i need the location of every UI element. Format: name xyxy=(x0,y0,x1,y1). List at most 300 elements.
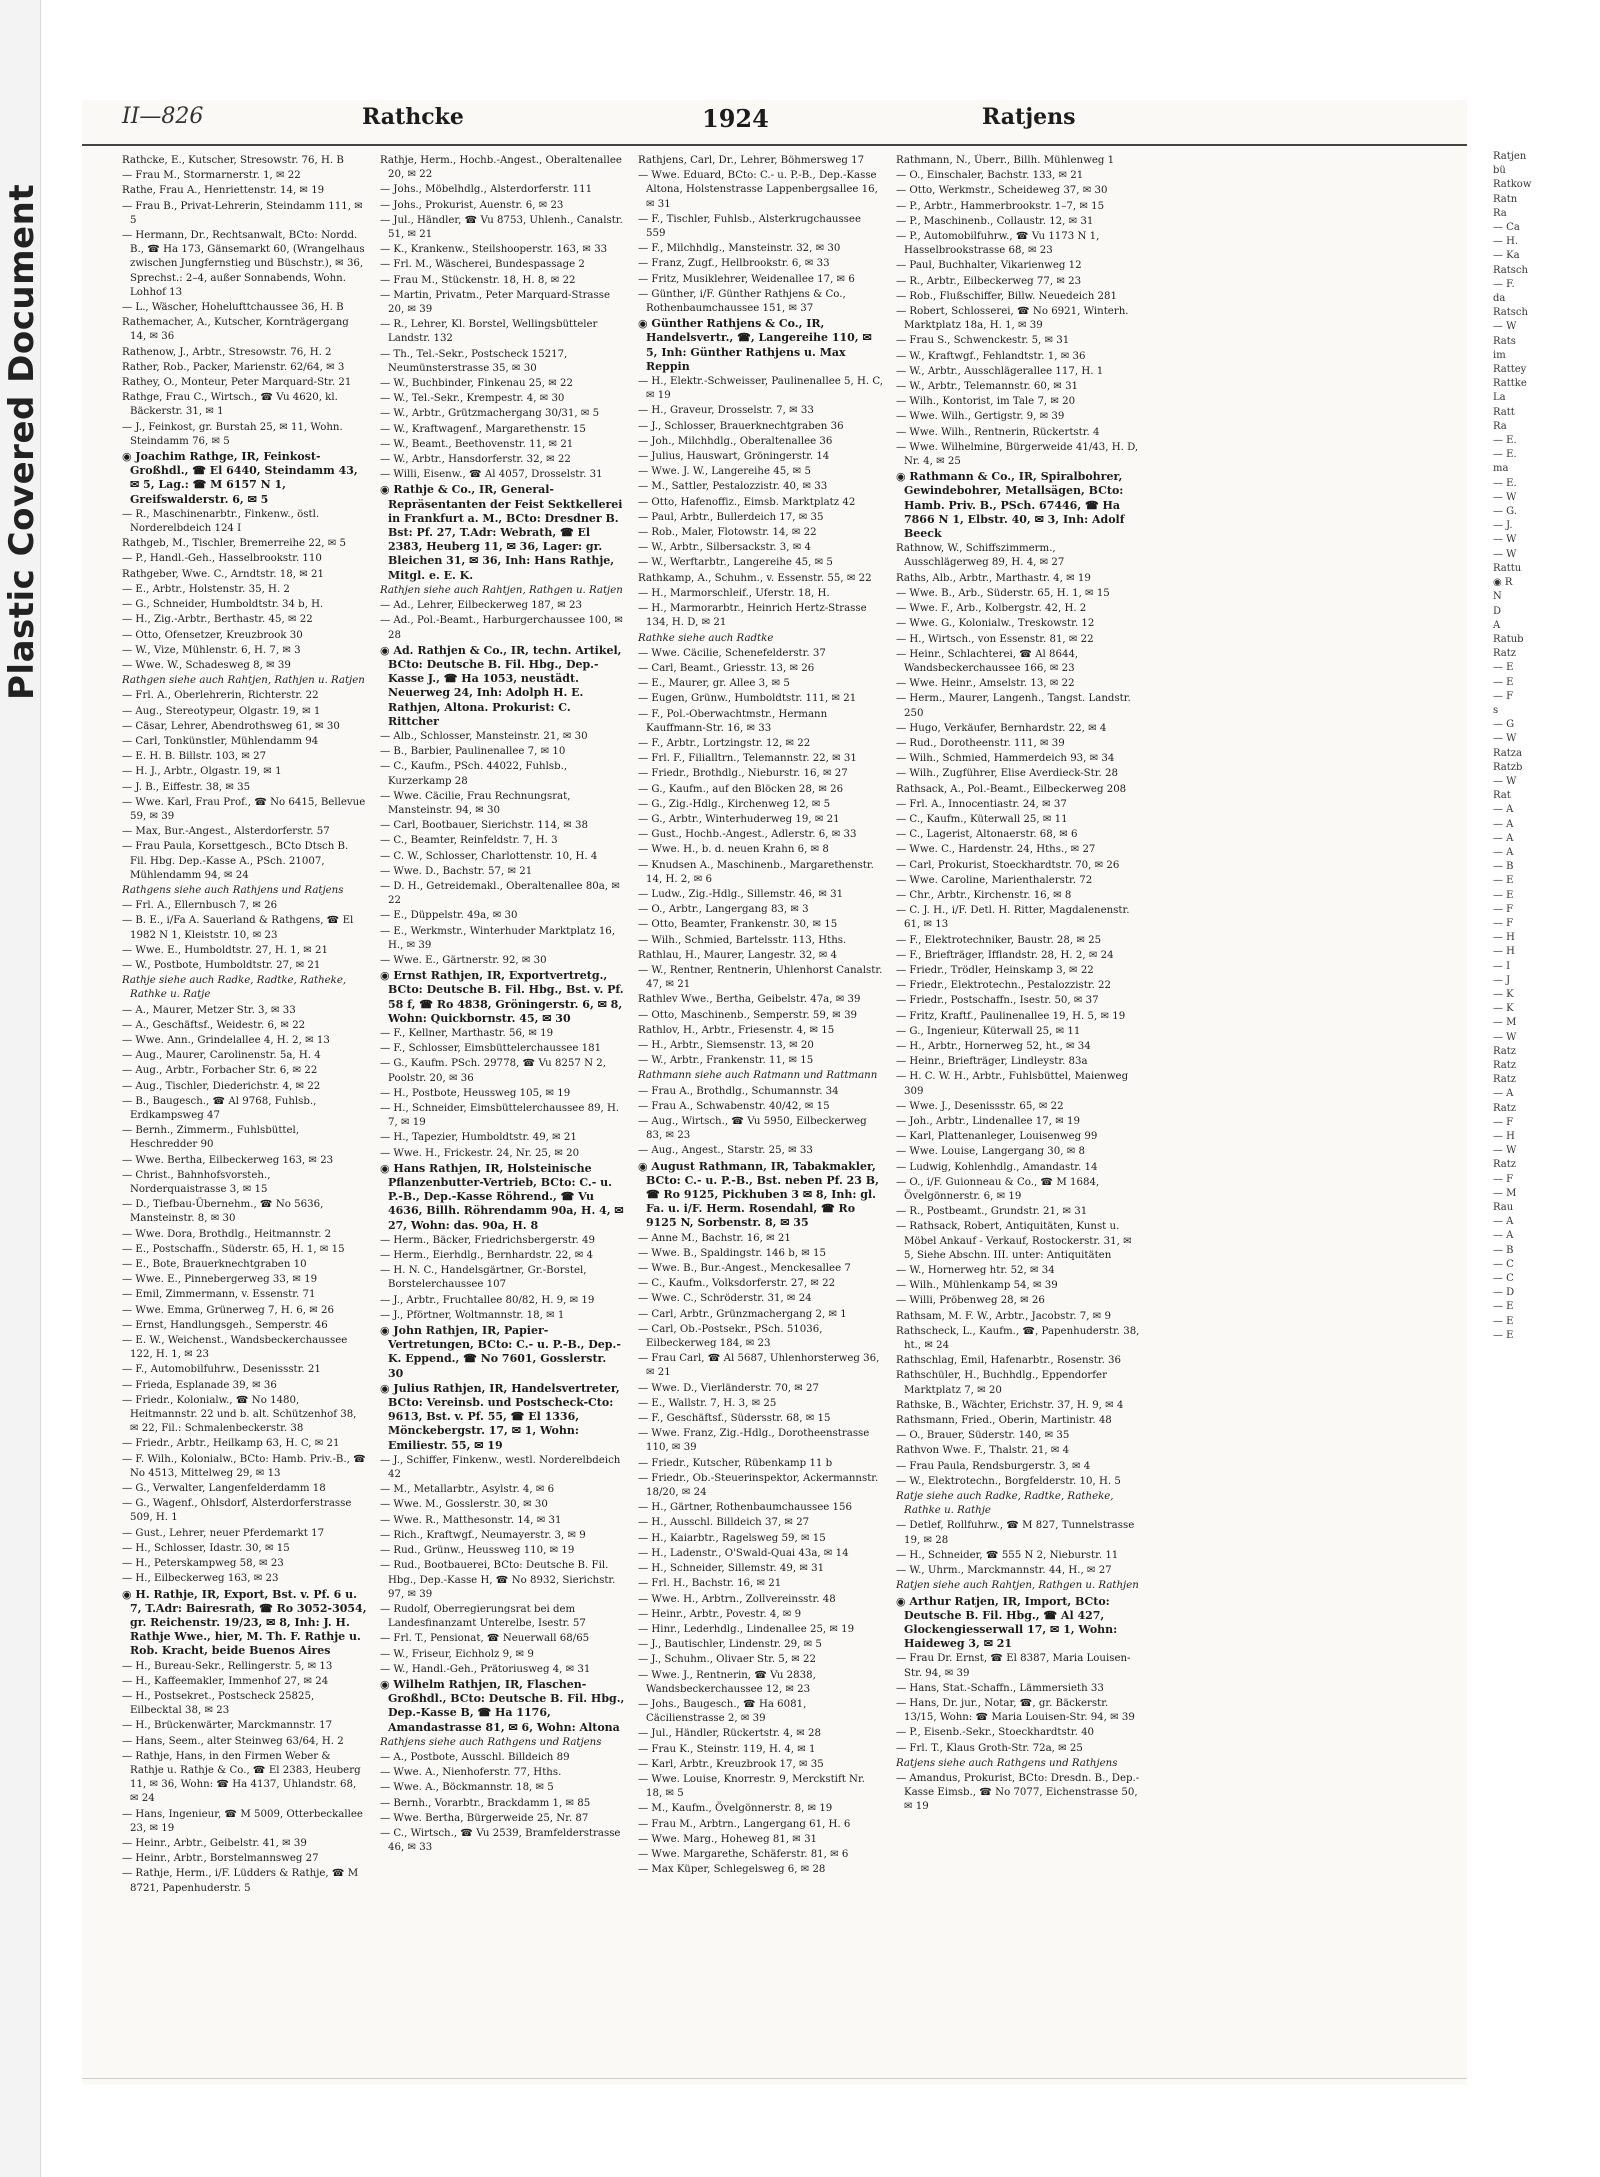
directory-entry: — Heinr., Briefträger, Lindleystr. 83a xyxy=(896,1056,1088,1068)
directory-entry: — P., Arbtr., Hammerbrookstr. 1–7, ✉ 15 xyxy=(896,200,1105,212)
directory-entry: — Frau Paula, Korsettgesch., BCto Dtsch B. Fil. Hbg. Dep.-Kasse A., PSch. 21007, Mühlendamm 94, ✉ 24 xyxy=(122,841,349,881)
directory-entry: — J. B., Eiffestr. 38, ✉ 35 xyxy=(122,781,251,793)
directory-entry: — Wwe. Karl, Frau Prof., ☎ No 6415, Bellevue 59, ✉ 39 xyxy=(122,796,366,822)
directory-entry: — Paul, Buchhalter, Vikarienweg 12 xyxy=(896,260,1082,272)
cropped-entry: — C xyxy=(1493,1258,1514,1270)
directory-entry: Rathcke, E., Kutscher, Stresowstr. 76, H. B xyxy=(122,155,344,166)
directory-entry: — Heinr., Arbtr., Povestr. 4, ✉ 9 xyxy=(638,1608,802,1620)
directory-entry: — H., Arbtr., Siemsenstr. 13, ✉ 20 xyxy=(638,1039,814,1051)
directory-entry: — M., Sattler, Pestalozzistr. 40, ✉ 33 xyxy=(638,481,828,493)
cropped-entry: ma xyxy=(1493,463,1509,475)
cropped-entry: — E xyxy=(1493,889,1514,901)
directory-entry: — Johs., Baugesch., ☎ Ha 6081, Cäcilienstrasse 2, ✉ 39 xyxy=(638,1698,807,1725)
directory-entry: Rathje, Herm., Hochb.-Angest., Oberaltenallee 20, ✉ 22 xyxy=(380,155,622,181)
cropped-entry: — E. xyxy=(1493,435,1517,447)
directory-entry: — C., Wirtsch., ☎ Vu 2539, Bramfelderstrasse 46, ✉ 33 xyxy=(380,1827,621,1854)
directory-entry: — Anne M., Bachstr. 16, ✉ 21 xyxy=(638,1232,791,1244)
directory-entry: — Wwe. Wilh., Rentnerin, Rückertstr. 4 xyxy=(896,426,1100,438)
directory-entry: — Aug., Stereotypeur, Olgastr. 19, ✉ 1 xyxy=(122,705,321,717)
directory-entry: Ratjen siehe auch Rahtjen, Rathgen u. Rathjen xyxy=(896,1580,1139,1592)
directory-entry: — Joh., Milchhdlg., Oberaltenallee 36 xyxy=(638,435,833,447)
cropped-entry: — W xyxy=(1493,733,1517,745)
directory-entry: — Fritz, Kraftf., Paulinenallee 19, H. 5, ✉ 19 xyxy=(896,1010,1126,1022)
directory-entry: — Ernst, Handlungsgeh., Semperstr. 46 xyxy=(122,1319,328,1331)
directory-entry: — H. J., Arbtr., Olgastr. 19, ✉ 1 xyxy=(122,766,282,778)
directory-entry: — H., Graveur, Drosselstr. 7, ✉ 33 xyxy=(638,405,814,417)
directory-entry: — Herm., Bäcker, Friedrichsbergerstr. 49 xyxy=(380,1234,595,1246)
directory-entry: — H., Brückenwärter, Marckmannstr. 17 xyxy=(122,1720,333,1732)
directory-entry: — Wilh., Zugführer, Elise Averdieck-Str. 28 xyxy=(896,768,1118,780)
header-year: 1924 xyxy=(702,104,769,133)
directory-entry: Rathjens siehe auch Rathgens und Ratjens xyxy=(380,1736,602,1748)
page-number: II—826 xyxy=(122,104,204,129)
plastic-cover-label: Plastic Covered Document xyxy=(2,183,42,700)
directory-entry: — F., Kellner, Marthastr. 56, ✉ 19 xyxy=(380,1027,554,1039)
directory-entry: — Ludwig, Kohlenhdlg., Amandastr. 14 xyxy=(896,1161,1098,1173)
directory-entry: — Wwe. Bertha, Eilbeckerweg 163, ✉ 23 xyxy=(122,1154,334,1166)
directory-entry: — Ad., Pol.-Beamt., Harburgerchaussee 100, ✉ 28 xyxy=(380,615,623,641)
cropped-entry: Ratt xyxy=(1493,406,1515,418)
directory-entry: — Gust., Hochb.-Angest., Adlerstr. 6, ✉ 33 xyxy=(638,829,857,841)
directory-entry: — Carl, Beamt., Griesstr. 13, ✉ 26 xyxy=(638,662,815,674)
directory-entry: — Christ., Bahnhofsvorsteh., Norderquaistrasse 3, ✉ 15 xyxy=(122,1169,271,1196)
column-1 xyxy=(122,154,367,2074)
directory-entry: — Carl, Prokurist, Stoeckhardtstr. 70, ✉ 26 xyxy=(896,859,1120,871)
directory-entry: — Wwe. B., Arb., Süderstr. 65, H. 1, ✉ 15 xyxy=(896,587,1110,599)
directory-entry: ◉ Wilhelm Rathjen, IR, Flaschen-Großhdl., BCto: Deutsche B. Fil. Hbg., Dep.-Kasse B, ☎ Ha 1176, Amandastrasse 81, ✉ 6, Wohn: Altona xyxy=(380,1677,625,1734)
directory-entry: — Friedr., Ob.-Steuerinspektor, Ackermannstr. 18/20, ✉ 24 xyxy=(638,1472,879,1499)
directory-entry: — L., Wäscher, Hohelufttchaussee 36, H. B xyxy=(122,302,344,314)
directory-entry: — Heinr., Arbtr., Geibelstr. 41, ✉ 39 xyxy=(122,1837,307,1849)
directory-entry: — Julius, Hauswart, Gröningerstr. 14 xyxy=(638,451,830,463)
directory-entry: — J., Schiffer, Finkenw., westl. Norderelbdeich 42 xyxy=(380,1454,621,1481)
directory-entry: — H., Tapezier, Humboldtstr. 49, ✉ 21 xyxy=(380,1132,577,1144)
cropped-entry: — A xyxy=(1493,1230,1514,1242)
directory-entry: Ratjens siehe auch Rathgens und Rathjens xyxy=(896,1757,1118,1769)
directory-entry: — Frl. A., Innocentiastr. 24, ✉ 37 xyxy=(896,798,1067,810)
cropped-entry: Rattey xyxy=(1493,364,1527,376)
cropped-entry: — A xyxy=(1493,846,1514,858)
cropped-entry: — M xyxy=(1493,1187,1517,1199)
directory-entry: — Rathje, Hans, in den Firmen Weber & Rathje u. Rathje & Co., ☎ El 2383, Heuberg 11, ✉ 36, Wohn: ☎ Ha 4137, Uhlandstr. 68, ✉ 24 xyxy=(122,1750,361,1805)
cropped-entry: — E. xyxy=(1493,477,1517,489)
directory-entry: — Jul., Händler, Rückertstr. 4, ✉ 28 xyxy=(638,1728,821,1740)
cropped-entry: — F xyxy=(1493,690,1514,702)
cropped-entry: Ratz xyxy=(1493,1102,1517,1114)
directory-entry: — W., Vize, Mühlenstr. 6, H. 7, ✉ 3 xyxy=(122,644,301,656)
directory-entry: — H. N. C., Handelsgärtner, Gr.-Borstel, Borstelerchaussee 107 xyxy=(380,1265,587,1291)
directory-entry: — Wilh., Mühlenkamp 54, ✉ 39 xyxy=(896,1280,1058,1292)
cropped-entry: Ratsch xyxy=(1493,264,1528,276)
cropped-entry: Ratzb xyxy=(1493,761,1523,773)
directory-entry: — J., Pförtner, Woltmannstr. 18, ✉ 1 xyxy=(380,1309,565,1321)
cropped-entry: — W xyxy=(1493,491,1517,503)
directory-entry: — Rud., Grünw., Heussweg 110, ✉ 19 xyxy=(380,1545,575,1557)
directory-entry: — H., Gärtner, Rothenbaumchaussee 156 xyxy=(638,1502,852,1514)
directory-entry: — M., Kaufm., Övelgönnerstr. 8, ✉ 19 xyxy=(638,1803,833,1815)
directory-entry: — O., Einschaler, Bachstr. 133, ✉ 21 xyxy=(896,170,1084,182)
directory-entry: — F. Wilh., Kolonialw., BCto: Hamb. Priv.-B., ☎ No 4513, Mittelweg 29, ✉ 13 xyxy=(122,1453,366,1479)
directory-entry: — Amandus, Prokurist, BCto: Dresdn. B., Dep.-Kasse Eimsb., ☎ No 7077, Eichenstrasse 50, ✉ 19 xyxy=(896,1772,1140,1813)
cropped-entry: — A xyxy=(1493,804,1514,816)
directory-entry: — K., Krankenw., Steilshooperstr. 163, ✉ 33 xyxy=(380,244,608,256)
directory-entry: — Frl. T., Pensionat, ☎ Neuerwall 68/65 xyxy=(380,1633,590,1645)
directory-entry: ◉ Rathmann & Co., IR, Spiralbohrer, Gewindebohrer, Metallsägen, BCto: Hamb. Priv. B., PSch. 67446, ☎ Ha 7866 N 1, Elbstr. 40, ✉ 3, Inh: Adolf Beeck xyxy=(896,470,1125,541)
directory-entry: — Wwe. C., Hardenstr. 24, Hths., ✉ 27 xyxy=(896,844,1096,856)
directory-entry: — Franz, Zugf., Hellbrookstr. 6, ✉ 33 xyxy=(638,258,830,270)
directory-entry: Rathe, Frau A., Henriettenstr. 14, ✉ 19 xyxy=(122,185,325,197)
directory-entry: — W., Kraftwagenf., Margarethenstr. 15 xyxy=(380,423,586,435)
directory-entry: — F., Briefträger, Ifflandstr. 28, H. 2, ✉ 24 xyxy=(896,949,1114,961)
directory-entry: — Frau B., Privat-Lehrerin, Steindamm 111, ✉ 5 xyxy=(122,200,363,226)
cropped-entry: Ratz xyxy=(1493,1060,1517,1071)
cropped-entry: im xyxy=(1493,349,1506,361)
column-4 xyxy=(896,154,1141,2074)
directory-entry: — O., i/F. Guionneau & Co., ☎ M 1684, Övelgönnerstr. 6, ✉ 19 xyxy=(896,1176,1100,1203)
directory-entry: — H., Marmorarbtr., Heinrich Hertz-Strasse 134, H. D, ✉ 21 xyxy=(638,603,867,629)
directory-entry: — Martin, Privatm., Peter Marquard-Strasse 20, ✉ 39 xyxy=(380,289,610,316)
cropped-entry: — J xyxy=(1493,974,1511,986)
directory-entry: — H., Postsekret., Postscheck 25825, Eilbecktal 38, ✉ 23 xyxy=(122,1690,315,1717)
directory-entry: — Heinr., Arbtr., Borstelmannsweg 27 xyxy=(122,1853,319,1865)
directory-entry: — D., Tiefbau-Übernehm., ☎ No 5636, Mansteinstr. 8, ✉ 30 xyxy=(122,1199,324,1225)
directory-entry: — Wwe. J., Rentnerin, ☎ Vu 2838, Wandsbeckerchaussee 12, ✉ 23 xyxy=(638,1669,816,1695)
cropped-entry: — G. xyxy=(1493,506,1517,518)
directory-entry: — Wwe. Cäcilie, Frau Rechnungsrat, Mansteinstr. 94, ✉ 30 xyxy=(380,790,571,816)
directory-entry: — P., Automobilfuhrw., ☎ Vu 1173 N 1, Hasselbrookstrasse 68, ✉ 23 xyxy=(896,231,1100,257)
directory-entry: — C., Lagerist, Altonaerstr. 68, ✉ 6 xyxy=(896,829,1078,841)
cropped-entry: — E xyxy=(1493,1301,1514,1313)
directory-entry: — G., Kaufm., auf den Blöcken 28, ✉ 26 xyxy=(638,783,844,795)
directory-entry: — Wwe. D., Vierländerstr. 70, ✉ 27 xyxy=(638,1382,820,1394)
directory-entry: — G., Zig.-Hdlg., Kirchenweg 12, ✉ 5 xyxy=(638,798,831,810)
directory-entry: — Fritz, Musiklehrer, Weidenallee 17, ✉ 6 xyxy=(638,273,855,285)
cropped-entry: — J. xyxy=(1493,520,1513,532)
directory-entry: Rathnow, W., Schiffszimmerm., Ausschlägerweg 89, H. 4, ✉ 27 xyxy=(896,543,1065,569)
cropped-entry: — Ka xyxy=(1493,250,1520,262)
directory-entry: — G., Kaufm. PSch. 29778, ☎ Vu 8257 N 2, Poolstr. 20, ✉ 36 xyxy=(380,1058,606,1084)
cropped-entry: — A xyxy=(1493,832,1514,844)
directory-entry: — W., Buchbinder, Finkenau 25, ✉ 22 xyxy=(380,378,573,390)
cropped-entry: Rattke xyxy=(1493,378,1527,390)
directory-entry: — Alb., Schlosser, Mansteinstr. 21, ✉ 30 xyxy=(380,730,588,742)
directory-entry: — Wwe. A., Böckmannstr. 18, ✉ 5 xyxy=(380,1782,554,1794)
cropped-entry: — W xyxy=(1493,548,1517,560)
directory-entry: — Otto, Hafenoffiz., Eimsb. Marktplatz 42 xyxy=(638,496,856,508)
cropped-entry: — E xyxy=(1493,1329,1514,1341)
directory-entry: — Wwe. M., Gosslerstr. 30, ✉ 30 xyxy=(380,1499,548,1511)
directory-entry: — Wilh., Schmied, Hammerdeich 93, ✉ 34 xyxy=(896,753,1115,765)
cropped-entry: — A xyxy=(1493,818,1514,830)
directory-entry: — M., Metallarbtr., Asylstr. 4, ✉ 6 xyxy=(380,1484,555,1496)
directory-entry: — C., Beamter, Reinfeldstr. 7, H. 3 xyxy=(380,835,558,847)
directory-entry: — Frau A., Schwabenstr. 40/42, ✉ 15 xyxy=(638,1100,830,1112)
directory-entry: — Frl. A., Oberlehrerin, Richterstr. 22 xyxy=(122,690,319,702)
directory-entry: — E., Werkmstr., Winterhuder Marktplatz 16, H., ✉ 39 xyxy=(380,925,616,951)
cropped-entry: — F xyxy=(1493,903,1514,915)
directory-entry: — Wwe. H., Arbtrn., Zollvereinsstr. 48 xyxy=(638,1593,836,1605)
directory-entry: — W., Beamt., Beethovenstr. 11, ✉ 21 xyxy=(380,438,574,450)
cropped-entry: — H xyxy=(1493,946,1515,958)
cropped-entry: da xyxy=(1493,293,1506,305)
directory-entry: — Wwe. Eduard, BCto: C.- u. P.-B., Dep.-Kasse Altona, Holstenstrasse Lappenbergsallee 16, ✉ 31 xyxy=(638,170,878,210)
directory-entry: — H., Kaffeemakler, Immenhof 27, ✉ 24 xyxy=(122,1675,329,1687)
directory-entry: — J., Feinkost, gr. Burstah 25, ✉ 11, Wohn. Steindamm 76, ✉ 5 xyxy=(122,421,343,447)
directory-entry: — Bernh., Zimmerm., Fuhlsbüttel, Heschredder 90 xyxy=(122,1125,300,1151)
cropped-entry: — K xyxy=(1493,988,1514,1000)
directory-entry: — H., Elektr.-Schweisser, Paulinenallee 5, H. C, ✉ 19 xyxy=(638,376,883,402)
cropped-entry: — B xyxy=(1493,1244,1514,1256)
directory-entry: — G., Verwalter, Langenfelderdamm 18 xyxy=(122,1483,326,1495)
directory-entry: ◉ John Rathjen, IR, Papier-Vertretungen, BCto: C.- u. P.-B., Dep.-K. Eppend., ☎ No 7601, Gosslerstr. 30 xyxy=(380,1324,621,1380)
cropped-entry: — Ca xyxy=(1493,222,1520,234)
directory-entry: — F., Arbtr., Lortzingstr. 12, ✉ 22 xyxy=(638,737,811,749)
directory-entry: — Johs., Möbelhdlg., Alsterdorferstr. 111 xyxy=(380,184,593,196)
directory-entry: Rathjens, Carl, Dr., Lehrer, Böhmersweg 17 xyxy=(638,155,865,166)
directory-entry: — Frl. M., Wäscherei, Bundespassage 2 xyxy=(380,259,585,271)
directory-entry: ◉ Arthur Ratjen, IR, Import, BCto: Deutsche B. Fil. Hbg., ☎ Al 427, Glockengiesserwall 17, ✉ 1, Wohn: Haideweg 3, ✉ 21 xyxy=(896,1594,1118,1651)
directory-entry: — Wwe. Louise, Langergang 30, ✉ 8 xyxy=(896,1146,1086,1158)
directory-entry: Rathke siehe auch Radtke xyxy=(638,632,774,644)
directory-entry: — Karl, Arbtr., Kreuzbrook 17, ✉ 35 xyxy=(638,1758,824,1770)
directory-entry: — H., Postbote, Heussweg 105, ✉ 19 xyxy=(380,1087,571,1099)
directory-entry: — Wwe. F., Arb., Kolbergstr. 42, H. 2 xyxy=(896,603,1087,615)
directory-entry: — Joh., Arbtr., Lindenallee 17, ✉ 19 xyxy=(896,1116,1080,1127)
directory-entry: — E. W., Weichenst., Wandsbeckerchaussee 122, H. 1, ✉ 23 xyxy=(122,1335,348,1361)
directory-entry: — W., Elektrotechn., Borgfelderstr. 10, H. 5 xyxy=(896,1475,1121,1487)
directory-entry: — H., Schlosser, Idastr. 30, ✉ 15 xyxy=(122,1542,290,1554)
directory-entry: — H., Zig.-Arbtr., Berthastr. 45, ✉ 22 xyxy=(122,614,313,626)
directory-entry: — Friedr., Kutscher, Rübenkamp 11 b xyxy=(638,1457,833,1469)
directory-entry: Ratje siehe auch Radke, Radtke, Ratheke, Rathke u. Rathje xyxy=(896,1491,1114,1517)
directory-entry: — Frieda, Esplanade 39, ✉ 36 xyxy=(122,1379,277,1391)
cropped-entry: — A xyxy=(1493,1216,1514,1228)
directory-entry: — Ludw., Zig.-Hdlg., Sillemstr. 46, ✉ 31 xyxy=(638,888,844,900)
directory-entry: — O., Arbtr., Langergang 83, ✉ 3 xyxy=(638,904,809,916)
cropped-entry: Ratza xyxy=(1493,747,1522,759)
directory-entry: — Wwe. C., Schröderstr. 31, ✉ 24 xyxy=(638,1293,812,1305)
directory-entry: — F., Schlosser, Eimsbüttelerchaussee 181 xyxy=(380,1043,602,1055)
directory-entry: Rathsack, A., Pol.-Beamt., Eilbeckerweg 208 xyxy=(896,783,1127,795)
directory-entry: — Heinr., Schlachterei, ☎ Al 8644, Wandsbeckerchaussee 166, ✉ 23 xyxy=(896,648,1079,674)
directory-entry: — J., Arbtr., Fruchtallee 80/82, H. 9, ✉ 19 xyxy=(380,1294,595,1306)
directory-entry: — Frl. F., Filialltrn., Telemannstr. 22, ✉ 31 xyxy=(638,753,857,765)
cropped-entry: A xyxy=(1493,619,1501,631)
directory-entry: — Ad., Lehrer, Eilbeckerweg 187, ✉ 23 xyxy=(380,600,582,612)
directory-entry: — Frau Paula, Rendsburgerstr. 3, ✉ 4 xyxy=(896,1460,1091,1472)
cropped-entry: Ratz xyxy=(1493,648,1517,660)
directory-entry: — J., Bautischler, Lindenstr. 29, ✉ 5 xyxy=(638,1639,822,1651)
directory-entry: — Otto, Beamter, Frankenstr. 30, ✉ 15 xyxy=(638,919,838,931)
directory-entry: — Hans, Ingenieur, ☎ M 5009, Otterbeckallee 23, ✉ 19 xyxy=(122,1808,363,1834)
directory-entry: — C., Kaufm., Volksdorferstr. 27, ✉ 22 xyxy=(638,1278,836,1290)
directory-entry: — R., Lehrer, Kl. Borstel, Wellingsbütteler Landstr. 132 xyxy=(380,319,598,345)
cropped-entry: — B xyxy=(1493,861,1514,873)
directory-entry: — Wwe. E., Pinnebergerweg 33, ✉ 19 xyxy=(122,1274,318,1286)
directory-entry: — H. C. W. H., Arbtr., Fuhlsbüttel, Maienweg 309 xyxy=(896,1071,1129,1097)
directory-entry: — Rathsack, Robert, Antiquitäten, Kunst u. Möbel Ankauf - Verkauf, Rostockerstr. 31, ✉ 5, Siehe Abschn. III. unter: Antiquitäten xyxy=(896,1221,1132,1261)
directory-entry: — Wwe. W., Schadesweg 8, ✉ 39 xyxy=(122,659,291,671)
directory-entry: — R., Arbtr., Eilbeckerweg 77, ✉ 23 xyxy=(896,275,1082,287)
directory-entry: — Wwe. Franz, Zig.-Hdlg., Dorotheenstrasse 110, ✉ 39 xyxy=(638,1428,870,1454)
cropped-entry: — E xyxy=(1493,662,1514,674)
directory-entry: Rathgens siehe auch Rathjens und Ratjens xyxy=(122,884,344,896)
directory-entry: — B. E., i/Fa A. Sauerland & Rathgens, ☎ El 1982 N 1, Kleiststr. 10, ✉ 23 xyxy=(122,915,354,941)
directory-entry: — Wwe. B., Bur.-Angest., Menckesallee 7 xyxy=(638,1263,851,1275)
directory-entry: — Hinr., Lederhdlg., Lindenallee 25, ✉ 19 xyxy=(638,1623,855,1635)
directory-entry: — Wwe. H., b. d. neuen Krahn 6, ✉ 8 xyxy=(638,844,829,856)
directory-entry: — Otto, Ofensetzer, Kreuzbrook 30 xyxy=(122,629,303,641)
directory-entry: — Frl. T., Klaus Groth-Str. 72a, ✉ 25 xyxy=(896,1742,1083,1754)
directory-entry: — Rud., Dorotheenstr. 111, ✉ 39 xyxy=(896,737,1065,749)
directory-entry: — Jul., Händler, ☎ Vu 8753, Uhlenh., Canalstr. 51, ✉ 21 xyxy=(380,214,623,241)
directory-entry: — P., Eisenb.-Sekr., Stoeckhardtstr. 40 xyxy=(896,1727,1095,1739)
directory-entry: ◉ H. Rathje, IR, Export, Bst. v. Pf. 6 u. 7, T.Adr: Bairesrath, ☎ Ro 3052-3054, gr. Reichenstr. 19/23, ✉ 8, Inh: J. H. Rathje Wwe., hier, M. Th. F. Rathje u. Rob. Kracht, beide Buenos Aires xyxy=(122,1587,367,1658)
directory-entry: — A., Maurer, Metzer Str. 3, ✉ 33 xyxy=(122,1004,296,1016)
directory-entry: — Wwe. R., Matthesonstr. 14, ✉ 31 xyxy=(380,1514,562,1526)
directory-entry: — F., Tischler, Fuhlsb., Alsterkrugchaussee 559 xyxy=(638,213,861,240)
directory-entry: — C., Kaufm., PSch. 44022, Fuhlsb., Kurzerkamp 28 xyxy=(380,761,568,787)
cropped-entry: Ra xyxy=(1493,207,1507,219)
directory-entry: — Wilh., Kontorist, im Tale 7, ✉ 20 xyxy=(896,396,1076,408)
directory-entry: — Carl, Ob.-Postsekr., PSch. 51036, Eilbeckerweg 184, ✉ 23 xyxy=(638,1323,823,1350)
directory-entry: — Frau Dr. Ernst, ☎ El 8387, Maria Louisen-Str. 94, ✉ 39 xyxy=(896,1653,1131,1679)
directory-entry: — Bernh., Vorarbtr., Brackdamm 1, ✉ 85 xyxy=(380,1797,591,1809)
directory-entry: — A., Geschäftsf., Weidestr. 6, ✉ 22 xyxy=(122,1019,306,1031)
directory-entry: — W., Arbtr., Ausschlägerallee 117, H. 1 xyxy=(896,365,1104,377)
directory-entry: — G., Schneider, Humboldtstr. 34 b, H. xyxy=(122,599,324,611)
directory-entry: — Wwe. Bertha, Bürgerweide 25, Nr. 87 xyxy=(380,1812,589,1824)
directory-entry: ◉ Joachim Rathge, IR, Feinkost-Großhdl., ☎ El 6440, Steindamm 43, ✉ 5, Lag.: ☎ M 6157 N 1, Greifswalderstr. 6, ✉ 5 xyxy=(122,450,358,506)
directory-entry: — Wwe. E., Humboldtstr. 27, H. 1, ✉ 21 xyxy=(122,944,328,956)
directory-entry: ◉ Hans Rathjen, IR, Holsteinische Pflanzenbutter-Vertrieb, BCto: C.- u. P.-B., Dep.-Kasse Röhrend., ☎ Vu 4636, Billh. Röhrendamm 90a, H. 4, ✉ 27, Wohn: das. 90a, H. 8 xyxy=(380,1161,624,1232)
directory-entry: — Carl, Arbtr., Grünzmachergang 2, ✉ 1 xyxy=(638,1308,847,1320)
directory-entry: — Hans, Seem., alter Steinweg 63/64, H. 2 xyxy=(122,1735,344,1747)
directory-entry: — Knudsen A., Maschinenb., Margarethenstr. 14, H. 2, ✉ 6 xyxy=(638,859,874,885)
directory-entry: — Aug., Tischler, Diederichstr. 4, ✉ 22 xyxy=(122,1080,321,1092)
directory-entry: — B., Baugesch., ☎ Al 9768, Fuhlsb., Erdkampsweg 47 xyxy=(122,1095,317,1121)
directory-entry: — W., Hornerweg htr. 52, ✉ 34 xyxy=(896,1265,1055,1277)
directory-entry: — Rich., Kraftwgf., Neumayerstr. 3, ✉ 9 xyxy=(380,1529,586,1541)
directory-entry: — R., Postbeamt., Grundstr. 21, ✉ 31 xyxy=(896,1206,1088,1218)
directory-entry: — E., Postschaffn., Süderstr. 65, H. 1, ✉ 15 xyxy=(122,1243,345,1255)
cropped-entry: — F xyxy=(1493,1173,1514,1185)
directory-entry: ◉ Ad. Rathjen & Co., IR, techn. Artikel, BCto: Deutsche B. Fil. Hbg., Dep.-Kasse J., ☎ Ha 1053, neustädt. Neuerweg 24, Inh: Adolph H. E. Rathjen, Altona. Prokurist: C. Rittcher xyxy=(380,643,622,728)
directory-entry: Rathmann, N., Überr., Billh. Mühlenweg 1 xyxy=(896,155,1115,166)
directory-entry: — F., Geschäftsf., Südersstr. 68, ✉ 15 xyxy=(638,1413,831,1425)
cropped-entry: N xyxy=(1493,591,1502,603)
directory-entry: Rathschüler, H., Buchhdlg., Eppendorfer Marktplatz 7, ✉ 20 xyxy=(896,1370,1107,1396)
directory-entry: — F., Elektrotechniker, Baustr. 28, ✉ 25 xyxy=(896,934,1102,946)
directory-entry: — Max Küper, Schlegelsweg 6, ✉ 28 xyxy=(638,1864,826,1876)
directory-entry: — Hans, Dr. jur., Notar, ☎, gr. Bäckerstr. 13/15, Wohn: ☎ Maria Louisen-Str. 94, ✉ 39 xyxy=(896,1697,1135,1724)
directory-entry: — E., Arbtr., Holstenstr. 35, H. 2 xyxy=(122,583,290,595)
directory-entry: — Willi, Eisenw., ☎ Al 4057, Drosselstr. 31 xyxy=(380,469,603,481)
directory-entry: — J., Schuhm., Olivaer Str. 5, ✉ 22 xyxy=(638,1654,817,1666)
directory-entry: Rathgen siehe auch Rahtjen, Rathjen u. Ratjen xyxy=(122,675,365,687)
directory-entry: — F., Automobilfuhrw., Desenissstr. 21 xyxy=(122,1364,321,1376)
directory-entry: — Otto, Maschinenb., Semperstr. 59, ✉ 39 xyxy=(638,1009,858,1021)
directory-entry: — Aug., Arbtr., Forbacher Str. 6, ✉ 22 xyxy=(122,1065,318,1077)
directory-entry: — P., Maschinenb., Collaustr. 12, ✉ 31 xyxy=(896,215,1094,227)
directory-entry: — J., Schlosser, Brauerknechtgraben 36 xyxy=(638,420,844,432)
directory-entry: — W., Arbtr., Frankenstr. 11, ✉ 15 xyxy=(638,1055,814,1067)
cropped-entry: bü xyxy=(1493,165,1506,177)
directory-entry: Rather, Rob., Packer, Marienstr. 62/64, ✉ 3 xyxy=(122,361,345,373)
directory-entry: — H., Schneider, ☎ 555 N 2, Nieburstr. 11 xyxy=(896,1549,1119,1561)
directory-entry: Rathmann siehe auch Ratmann und Rattmann xyxy=(638,1070,878,1082)
directory-entry: — Frau S., Schwenckestr. 5, ✉ 31 xyxy=(896,335,1070,347)
cropped-entry: — W xyxy=(1493,1145,1517,1157)
cropped-entry: — G xyxy=(1493,719,1515,731)
cropped-entry: Ra xyxy=(1493,420,1507,432)
directory-entry: — Herm., Eierhdlg., Bernhardstr. 22, ✉ 4 xyxy=(380,1250,593,1262)
directory-entry: — H., Kaiarbtr., Ragelsweg 59, ✉ 15 xyxy=(638,1532,826,1544)
directory-entry: — H., Schneider, Sillemstr. 49, ✉ 31 xyxy=(638,1563,825,1575)
header-last-name: Ratjens xyxy=(982,104,1076,130)
cropped-entry: — F xyxy=(1493,917,1514,929)
directory-entry: Rathvon Wwe. F., Thalstr. 21, ✉ 4 xyxy=(896,1445,1070,1457)
page-header xyxy=(82,100,1467,146)
directory-entry: Rathenow, J., Arbtr., Stresowstr. 76, H. 2 xyxy=(122,346,332,358)
directory-entry: — Frau M., Stückenstr. 18, H. 8, ✉ 22 xyxy=(380,274,576,286)
cropped-entry: — H xyxy=(1493,1131,1515,1143)
directory-entry: — Wwe. Marg., Hoheweg 81, ✉ 31 xyxy=(638,1833,818,1845)
cropped-entry: Ratn xyxy=(1493,193,1518,205)
directory-entry: — Frl. A., Ellernbusch 7, ✉ 26 xyxy=(122,900,278,912)
directory-entry: — Wwe. Wilhelmine, Bürgerweide 41/43, H. D, Nr. 4, ✉ 25 xyxy=(896,441,1139,468)
directory-entry: — W., Friseur, Eichholz 9, ✉ 9 xyxy=(380,1648,534,1660)
directory-entry: — Friedr., Brothdlg., Nieburstr. 16, ✉ 27 xyxy=(638,768,848,780)
cropped-entry: Ratz xyxy=(1493,1074,1517,1086)
directory-entry: — W., Werftarbtr., Langereihe 45, ✉ 5 xyxy=(638,557,833,569)
directory-entry: Rathgeber, Wwe. C., Arndtstr. 18, ✉ 21 xyxy=(122,568,324,580)
directory-entry: — Th., Tel.-Sekr., Postscheck 15217, Neumünsterstrasse 35, ✉ 30 xyxy=(380,348,568,374)
directory-entry: — Friedr., Trödler, Heinskamp 3, ✉ 22 xyxy=(896,964,1094,976)
directory-entry: — W., Tel.-Sekr., Krempestr. 4, ✉ 30 xyxy=(380,393,565,405)
cropped-entry: — H. xyxy=(1493,236,1519,248)
directory-entry: — Carl, Tonkünstler, Mühlendamm 94 xyxy=(122,735,319,747)
directory-entry: — Hermann, Dr., Rechtsanwalt, BCto: Nordd. B., ☎ Ha 173, Gänsemarkt 60, (Wrangelhaus zwischen Jungfernstieg und Büschstr.), ✉ 36, Sprechst.: 2–4, außer Sonnabends, Wohn. Lohhof 13 xyxy=(122,230,365,298)
directory-entry: — Rathje, Herm., i/F. Lüdders & Rathje, ☎ M 8721, Papenhuderstr. 5 xyxy=(122,1868,359,1894)
directory-entry: — B., Barbier, Paulinenallee 7, ✉ 10 xyxy=(380,746,566,758)
directory-entry: — Friedr., Kolonialw., ☎ No 1480, Heitmannstr. 22 und b. alt. Schützenhof 38, ✉ 22, Fil.: Schmalenbeckerstr. 38 xyxy=(122,1394,357,1435)
directory-entry: Rathlau, H., Maurer, Langestr. 32, ✉ 4 xyxy=(638,949,837,961)
directory-entry: — Aug., Maurer, Carolinenstr. 5a, H. 4 xyxy=(122,1050,321,1062)
cropped-entry: — H xyxy=(1493,932,1515,944)
directory-entry: — E., Wallstr. 7, H. 3, ✉ 25 xyxy=(638,1397,777,1409)
directory-entry: — P., Handl.-Geh., Hasselbrookstr. 110 xyxy=(122,553,322,565)
directory-entry: Rathlov, H., Arbtr., Friesenstr. 4, ✉ 15 xyxy=(638,1024,835,1036)
cropped-entry: — W xyxy=(1493,1031,1517,1043)
directory-entry: — Wwe. Cäcilie, Schenefelderstr. 37 xyxy=(638,647,826,659)
directory-entry: — Friedr., Arbtr., Heilkamp 63, H. C, ✉ 21 xyxy=(122,1438,340,1450)
cropped-entry: — K xyxy=(1493,1003,1514,1015)
directory-entry: — G., Wagenf., Ohlsdorf, Alsterdorferstrasse 509, H. 1 xyxy=(122,1498,352,1524)
directory-entry: — Johs., Prokurist, Auenstr. 6, ✉ 23 xyxy=(380,199,564,211)
directory-entry: ◉ Günther Rathjens & Co., IR, Handelsvertr., ☎, Langereihe 110, ✉ 5, Inh: Günther Rathjens u. Max Reppin xyxy=(638,317,872,373)
directory-entry: — Wwe. G., Kolonialw., Treskowstr. 12 xyxy=(896,618,1095,630)
cropped-entry: Ratub xyxy=(1493,633,1524,645)
directory-entry: — Paul, Arbtr., Bullerdeich 17, ✉ 35 xyxy=(638,511,824,523)
directory-entry: Rathscheck, L., Kaufm., ☎, Papenhuderstr. 38, ht., ✉ 24 xyxy=(896,1325,1140,1352)
directory-entry: — Carl, Bootbauer, Sierichstr. 114, ✉ 38 xyxy=(380,820,589,832)
directory-entry: — W., Arbtr., Hansdorferstr. 32, ✉ 22 xyxy=(380,454,571,466)
page-bottom-rule xyxy=(82,2078,1467,2079)
directory-entry: — Karl, Plattenanleger, Louisenweg 99 xyxy=(896,1131,1098,1143)
directory-entry: — Aug., Wirtsch., ☎ Vu 5950, Eilbeckerweg 83, ✉ 23 xyxy=(638,1116,867,1142)
directory-entry: — Hans, Stat.-Schaffn., Lämmersieth 33 xyxy=(896,1682,1104,1694)
